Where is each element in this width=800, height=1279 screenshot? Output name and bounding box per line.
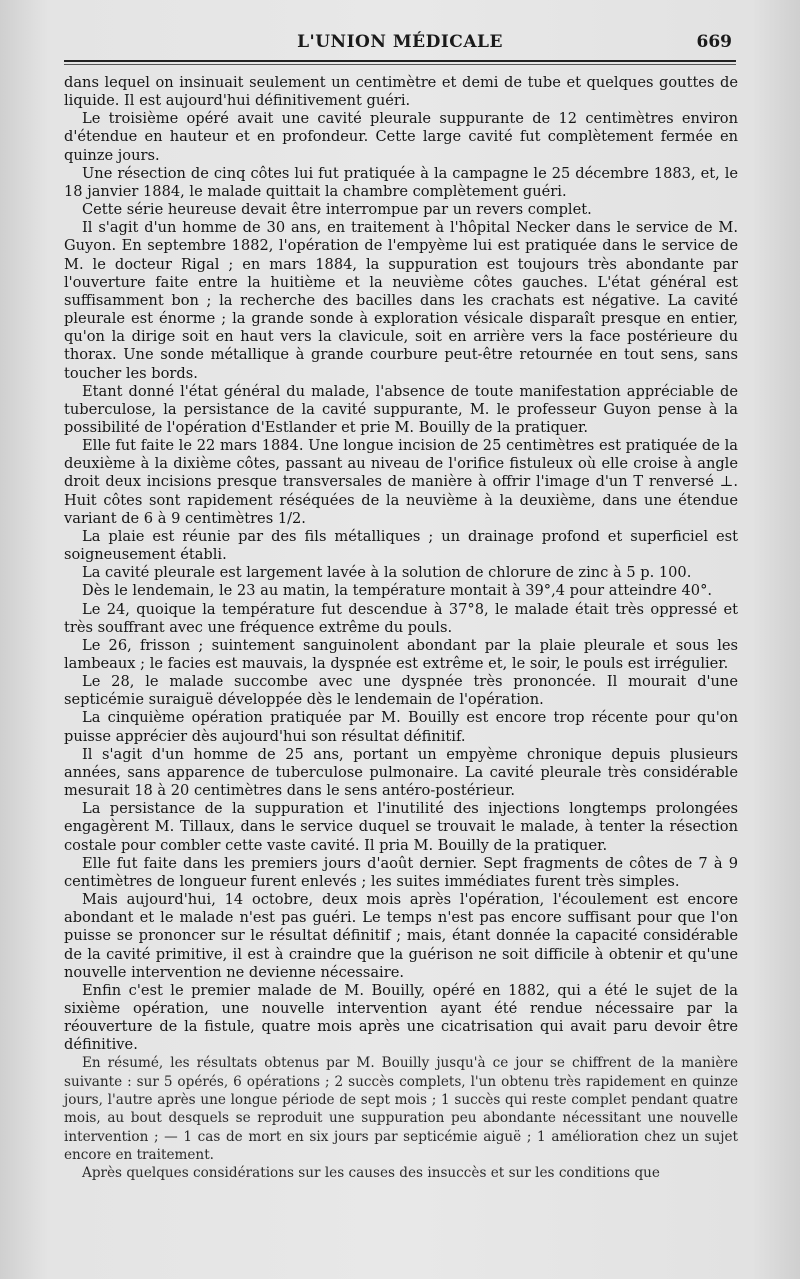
paragraph: Mais aujourd'hui, 14 octobre, deux mois après l'opération, l'écoulement est encore abondant et le malade n'est pas guéri. Le temps n'est pas encore suffisant pour que l'on puisse se prononcer sur le résultat définitif ; mais, étant donnée la capacité considérable de la cavité primitive, il est à craindre que la guérison ne soit difficile à obtenir et qu'une nouvelle intervention ne devienne nécessaire.: [64, 891, 738, 981]
paragraph: Elle fut faite dans les premiers jours d'août dernier. Sept fragments de côtes de 7 à 9 centimètres de longueur furent enlevés ; les suites immédiates furent très simples.: [64, 854, 738, 890]
paragraph: dans lequel on insinuait seulement un centimètre et demi de tube et quelques gouttes de liquide. Il est aujourd'hui définitivement guéri.: [64, 74, 738, 110]
paragraph: La plaie est réunie par des fils métalliques ; un drainage profond et superficiel est soigneusement établi.: [64, 527, 738, 564]
paragraph: Enfin c'est le premier malade de M. Bouilly, opéré en 1882, qui a été le sujet de la sixième opération, une nouvelle intervention ayant été rendue nécessaire par la réouverture de la fistule, quatre mois après une cicatrisation qui avait paru devoir être définitive.: [64, 981, 738, 1054]
paragraph: La persistance de la suppuration et l'inutilité des injections longtemps prolongées engagèrent M. Tillaux, dans le service duquel se trouvait le malade, à tenter la résection costale pour combler cette vaste cavité. Il pria M. Bouilly de la pratiquer.: [64, 800, 738, 854]
page-header: [64, 30, 736, 60]
paragraph: Le troisième opéré avait une cavité pleurale suppurante de 12 centimètres environ d'étendue en hauteur et en profondeur. Cette large cavité fut complètement fermée en quinze jours.: [64, 110, 738, 164]
paragraph: Le 26, frisson ; suintement sanguinolent abondant par la plaie pleurale et sous les lambeaux ; le facies est mauvais, la dyspnée est extrême et, le soir, le pouls est irrégulier.: [64, 636, 738, 672]
paragraph: Cette série heureuse devait être interrompue par un revers complet.: [82, 201, 592, 219]
paragraph: Dès le lendemain, le 23 au matin, la température montait à 39°,4 pour atteindre 40°.: [82, 582, 713, 600]
paragraph: Etant donné l'état général du malade, l'absence de toute manifestation appréciable de tuberculose, la persistance de la cavité suppurante, M. le professeur Guyon pense à la possibilité de l'opération d'Estlander et prie M. Bouilly de la pratiquer.: [64, 382, 738, 436]
paragraph: La cavité pleurale est largement lavée à la solution de chlorure de zinc à 5 p. 100.: [82, 564, 692, 582]
running-title: L'UNION MÉDICALE: [297, 32, 503, 52]
summary-paragraph: En résumé, les résultats obtenus par M. Bouilly jusqu'à ce jour se chiffrent de la manière suivante : sur 5 opérés, 6 opérations ; 2 succès complets, l'un obtenu très rapidement en quinze jours, l'autre après une longue période de sept mois ; 1 succès qui reste complet pendant quatre mois, au bout desquels se reproduit une suppuration peu abondante nécessitant une nouvelle intervention ; — 1 cas de mort en six jours par septicémie aiguë ; 1 amélioration chez un sujet encore en traitement.: [64, 1055, 738, 1163]
header-rule: [64, 60, 736, 65]
paragraph: Le 28, le malade succombe avec une dyspnée très prononcée. Il mourait d'une septicémie suraiguë développée dès le lendemain de l'opération.: [64, 673, 738, 709]
summary-paragraph: Après quelques considérations sur les causes des insuccès et sur les conditions que: [82, 1165, 660, 1182]
article-body: [64, 74, 738, 1183]
paragraph: Il s'agit d'un homme de 30 ans, en traitement à l'hôpital Necker dans le service de M. Guyon. En septembre 1882, l'opération de l'empyème lui est pratiquée dans le service de M. le docteur Rigal ; en mars 1884, la suppuration est toujours très abondante par l'ouverture faite entre la huitième et la neuvième côtes gauches. L'état général est suffisamment bon ; la recherche des bacilles dans les crachats est négative. La cavité pleurale est énorme ; la grande sonde à exploration vésicale disparaît presque en entier, qu'on la dirige soit en haut vers la clavicule, soit en arrière vers la face postérieure du thorax. Une sonde métallique à grande courbure peut-être retournée en tout sens, sans toucher les bords.: [64, 219, 738, 382]
page-number: 669: [696, 32, 732, 52]
paragraph: Une résection de cinq côtes lui fut pratiquée à la campagne le 25 décembre 1883, et, le 18 janvier 1884, le malade quittait la chambre complètement guéri.: [64, 164, 738, 200]
paragraph: La cinquième opération pratiquée par M. Bouilly est encore trop récente pour qu'on puisse apprécier dès aujourd'hui son résultat définitif.: [64, 709, 738, 745]
paragraph: Le 24, quoique la température fut descendue à 37°8, le malade était très oppressé et très souffrant avec une fréquence extrême du pouls.: [64, 600, 738, 636]
paragraph: Il s'agit d'un homme de 25 ans, portant un empyème chronique depuis plusieurs années, sans apparence de tuberculose pulmonaire. La cavité pleurale très considérable mesurait 18 à 20 centimètres dans le sens antéro-postérieur.: [64, 745, 738, 800]
paragraph: Elle fut faite le 22 mars 1884. Une longue incision de 25 centimètres est pratiquée de la deuxième à la dixième côtes, passant au niveau de l'orifice fistuleux où elle croise à angle droit deux incisions presque transversales de manière à offrir l'image d'un T renversé ⊥. Huit côtes sont rapidement réséquées de la neuvième à la deuxième, dans une étendue variant de 6 à 9 centimètres 1/2.: [64, 437, 738, 527]
